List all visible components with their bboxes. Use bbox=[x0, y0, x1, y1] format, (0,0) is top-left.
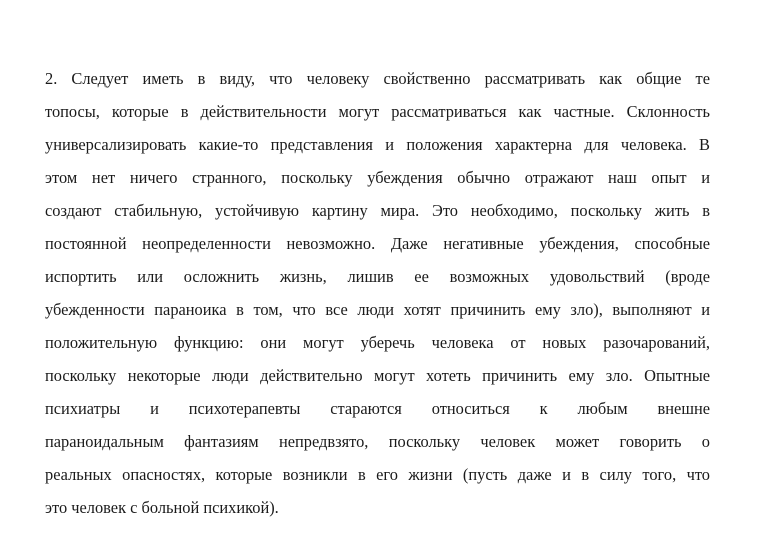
text-line-10: поскольку некоторые люди действительно могут хотеть причинить ему зло. Опытные bbox=[45, 366, 710, 385]
text-line-2: топосы, которые в действительности могут рассматриваться как частные. Склонность bbox=[45, 102, 710, 121]
text-line-4: этом нет ничего странного, поскольку убеждения обычно отражают наш опыт и bbox=[45, 168, 710, 187]
text-line-3: универсализировать какие-то представления и положения характерна для человека. В bbox=[45, 135, 710, 154]
text-line-12: параноидальным фантазиям непредвзято, поскольку человек может говорить о bbox=[45, 432, 710, 451]
text-line-8: убежденности параноика в том, что все люди хотят причинить ему зло), выполняют и bbox=[45, 300, 710, 319]
text-line-7: испортить или осложнить жизнь, лишив ее возможных удовольствий (вроде bbox=[45, 267, 710, 286]
text-line-13: реальных опасностях, которые возникли в его жизни (пусть даже и в силу того, что bbox=[45, 465, 710, 484]
text-line-5: создают стабильную, устойчивую картину мира. Это необходимо, поскольку жить в bbox=[45, 201, 710, 220]
text-line-6: постоянной неопределенности невозможно. Даже негативные убеждения, способные bbox=[45, 234, 710, 253]
text-line-11: психиатры и психотерапевты стараются относиться к любым внешне bbox=[45, 399, 710, 418]
paragraph-2 bbox=[45, 62, 710, 524]
text-line-1: 2. Следует иметь в виду, что человеку свойственно рассматривать как общие те bbox=[45, 69, 710, 88]
text-line-14: это человек с больной психикой). bbox=[45, 498, 279, 517]
text-line-9: положительную функцию: они могут уберечь человека от новых разочарований, bbox=[45, 333, 710, 352]
